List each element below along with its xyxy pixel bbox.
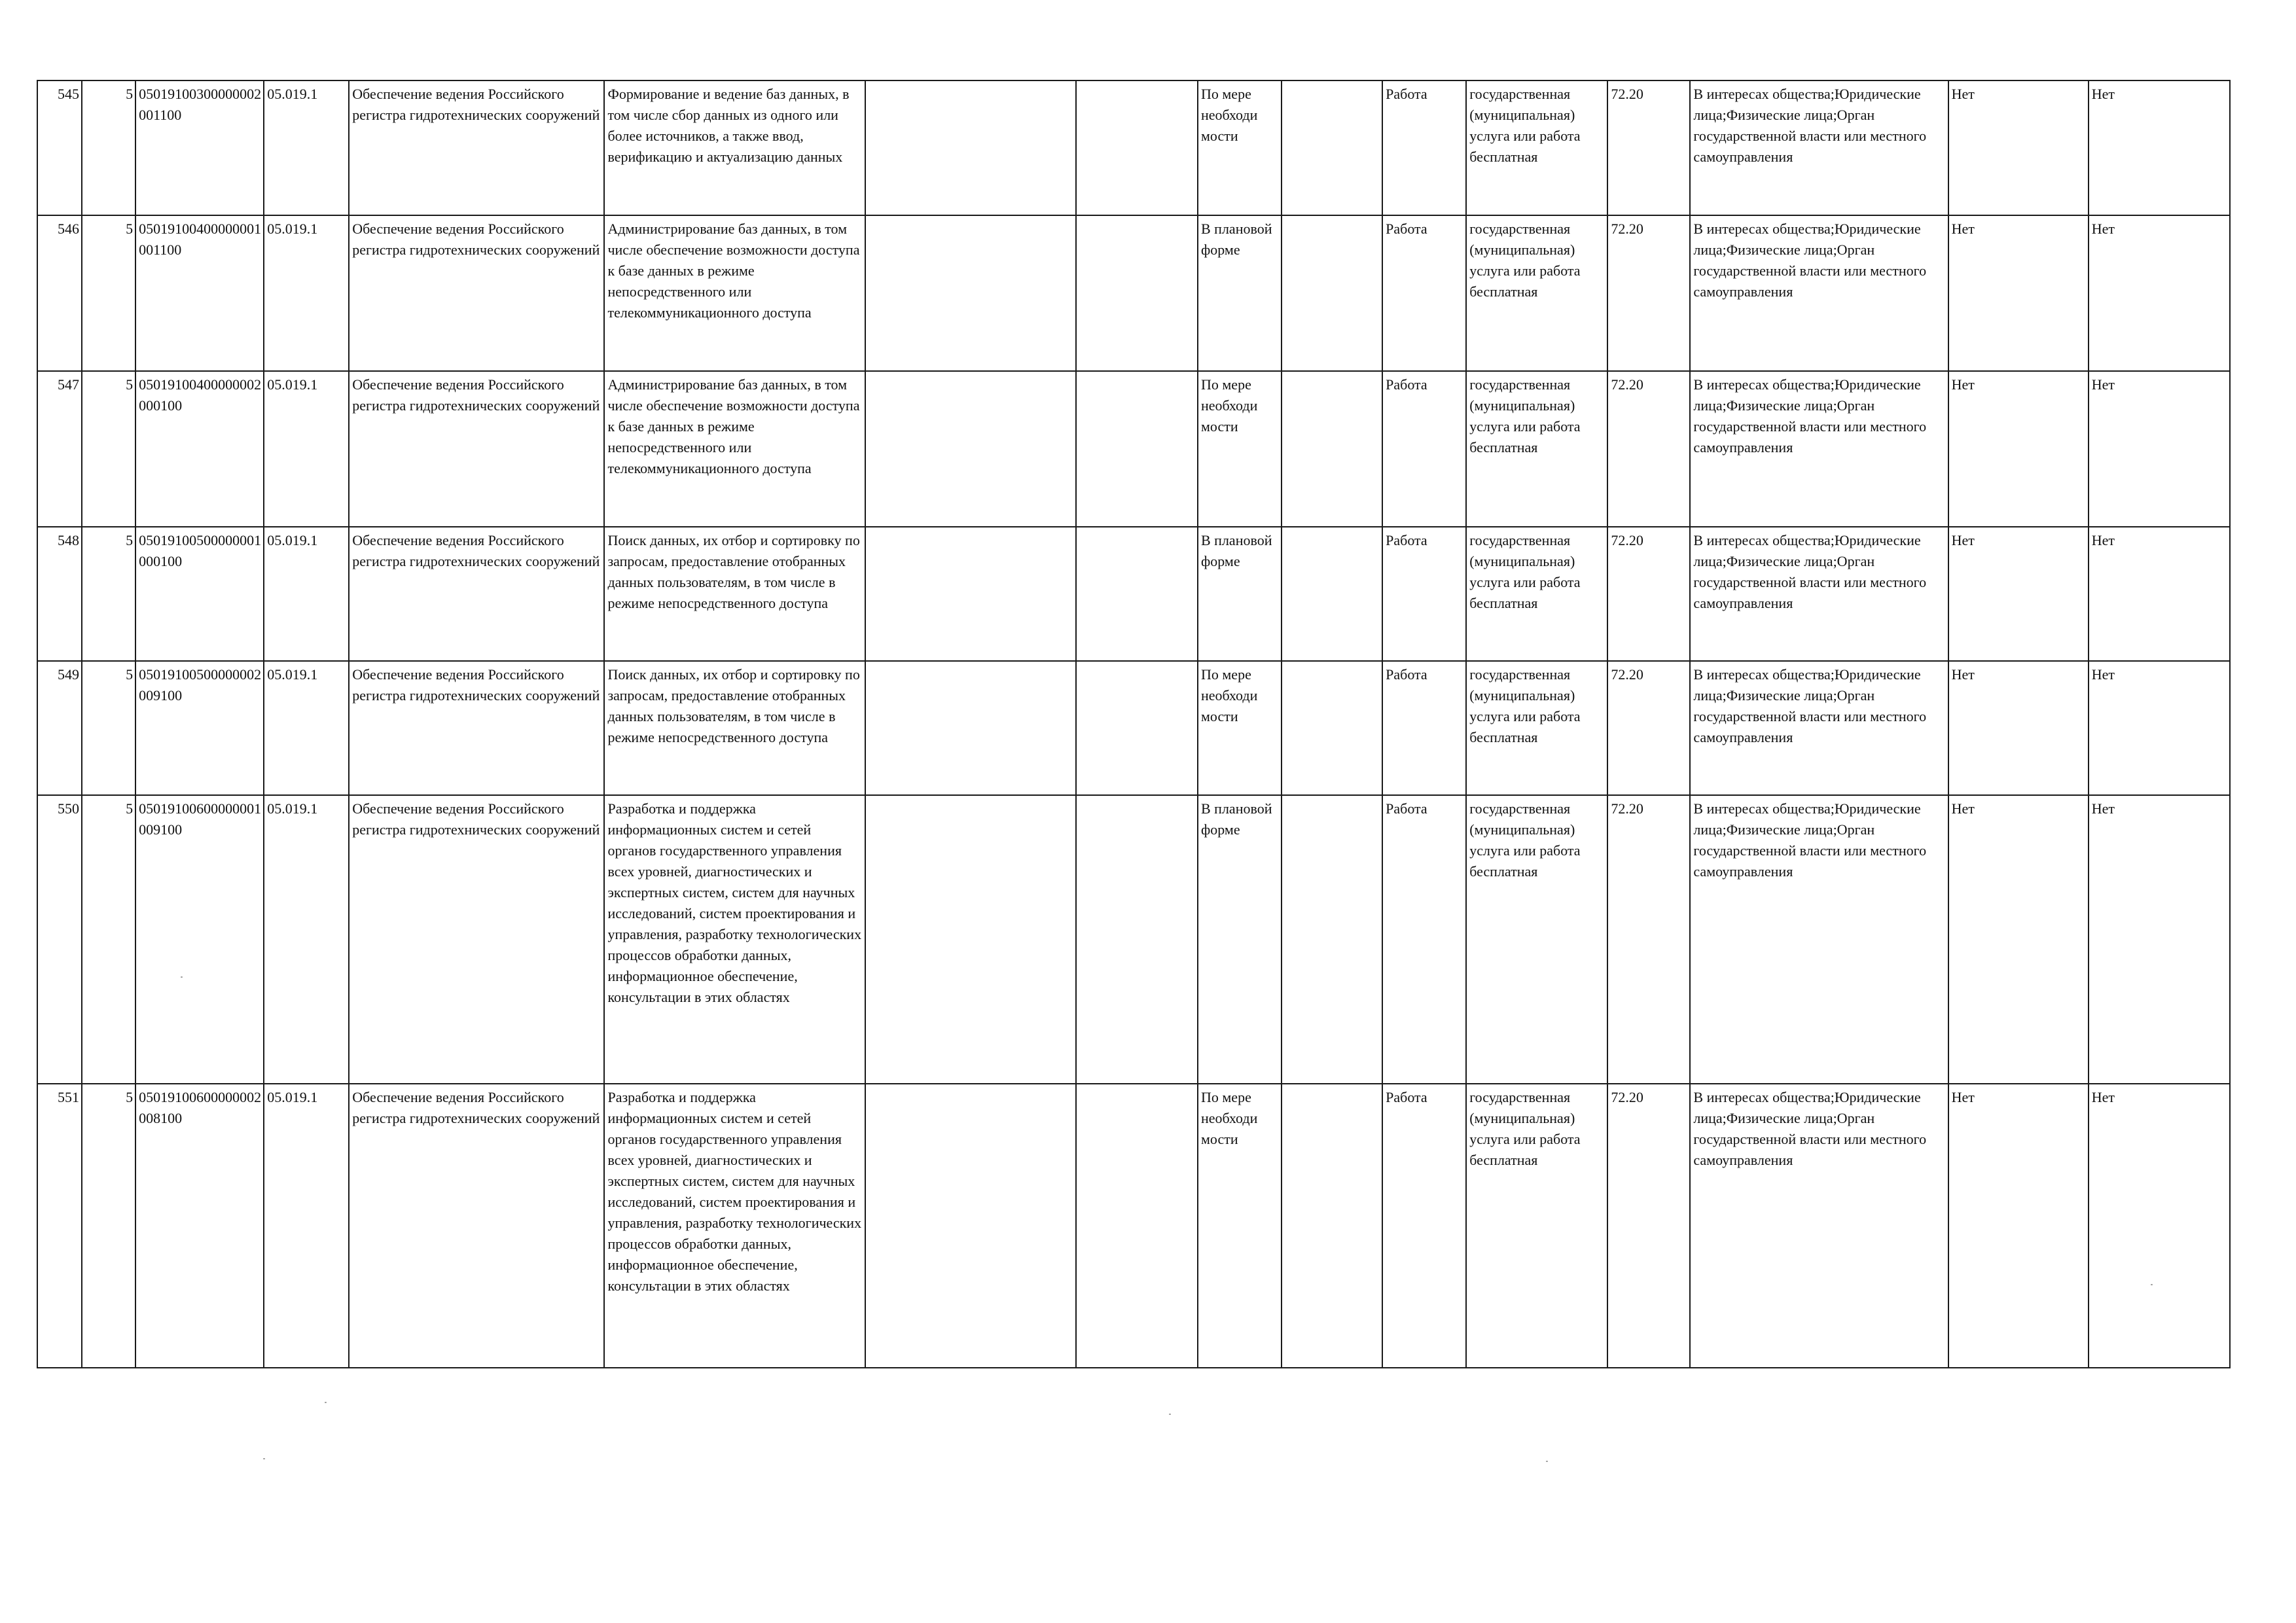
empty-cell — [1076, 527, 1198, 661]
service-content-cell: Формирование и ведение баз данных, в том числе сбор данных из одного или более источников, а также ввод, верификацию и актуализацию данных — [604, 80, 865, 215]
flag-cell: Нет — [2089, 80, 2230, 215]
service-content-cell: Разработка и поддержка информационных систем и сетей органов государственного управления всех уровней, диагностических и экспертных систем, систем для научных исследований, систем проектирования и управления, разработку технологических процессов обработки данных, информационное обеспечение, консультации в этих областях — [604, 795, 865, 1084]
type-cell: Работа — [1382, 371, 1466, 527]
flag-cell: Нет — [1948, 371, 2089, 527]
consumers-cell: В интересах общества;Юридические лица;Физические лица;Орган государственной власти или местного самоуправления — [1690, 371, 1948, 527]
service-kind-cell: государственная (муниципальная) услуга или работа бесплатная — [1466, 527, 1607, 661]
registry-code-cell: 05019100300000002001100 — [135, 80, 264, 215]
row-number-cell: 547 — [37, 371, 82, 527]
flag-cell: Нет — [1948, 527, 2089, 661]
okved-cell: 72.20 — [1607, 661, 1690, 795]
flag-cell: Нет — [2089, 661, 2230, 795]
type-cell: Работа — [1382, 661, 1466, 795]
service-kind-cell: государственная (муниципальная) услуга или работа бесплатная — [1466, 661, 1607, 795]
empty-cell — [1076, 1084, 1198, 1368]
form-cell: По мере необходи мости — [1198, 80, 1282, 215]
service-name-cell: Обеспечение ведения Российского регистра гидротехнических сооружений — [349, 1084, 604, 1368]
row-sub-number-cell: 5 — [82, 80, 135, 215]
table-row — [37, 661, 2230, 795]
okved-cell: 72.20 — [1607, 371, 1690, 527]
row-sub-number-cell: 5 — [82, 527, 135, 661]
okved-code-cell: 05.019.1 — [264, 371, 349, 527]
registry-code-cell: 05019100400000001001100 — [135, 215, 264, 371]
service-name-cell: Обеспечение ведения Российского регистра гидротехнических сооружений — [349, 661, 604, 795]
empty-cell — [865, 371, 1076, 527]
row-number-cell: 546 — [37, 215, 82, 371]
row-number-cell: 549 — [37, 661, 82, 795]
consumers-cell: В интересах общества;Юридические лица;Физические лица;Орган государственной власти или местного самоуправления — [1690, 795, 1948, 1084]
flag-cell: Нет — [1948, 795, 2089, 1084]
empty-cell — [1076, 795, 1198, 1084]
okved-code-cell: 05.019.1 — [264, 795, 349, 1084]
service-kind-cell: государственная (муниципальная) услуга или работа бесплатная — [1466, 1084, 1607, 1368]
okved-code-cell: 05.019.1 — [264, 215, 349, 371]
empty-cell — [1282, 80, 1382, 215]
type-cell: Работа — [1382, 215, 1466, 371]
empty-cell — [865, 661, 1076, 795]
service-content-cell: Поиск данных, их отбор и сортировку по запросам, предоставление отобранных данных пользователям, в том числе в режиме непосредственного доступа — [604, 661, 865, 795]
empty-cell — [1076, 371, 1198, 527]
okved-code-cell: 05.019.1 — [264, 661, 349, 795]
service-kind-cell: государственная (муниципальная) услуга или работа бесплатная — [1466, 371, 1607, 527]
service-name-cell: Обеспечение ведения Российского регистра гидротехнических сооружений — [349, 795, 604, 1084]
empty-cell — [1282, 1084, 1382, 1368]
service-name-cell: Обеспечение ведения Российского регистра гидротехнических сооружений — [349, 371, 604, 527]
form-cell: По мере необходи мости — [1198, 1084, 1282, 1368]
empty-cell — [1076, 80, 1198, 215]
row-number-cell: 551 — [37, 1084, 82, 1368]
flag-cell: Нет — [1948, 661, 2089, 795]
service-name-cell: Обеспечение ведения Российского регистра гидротехнических сооружений — [349, 527, 604, 661]
service-content-cell: Поиск данных, их отбор и сортировку по запросам, предоставление отобранных данных пользователям, в том числе в режиме непосредственного доступа — [604, 527, 865, 661]
okved-cell: 72.20 — [1607, 215, 1690, 371]
flag-cell: Нет — [2089, 795, 2230, 1084]
okved-code-cell: 05.019.1 — [264, 527, 349, 661]
scan-speck — [181, 976, 183, 978]
scan-speck — [325, 1402, 327, 1403]
consumers-cell: В интересах общества;Юридические лица;Физические лица;Орган государственной власти или местного самоуправления — [1690, 527, 1948, 661]
consumers-cell: В интересах общества;Юридические лица;Физические лица;Орган государственной власти или местного самоуправления — [1690, 80, 1948, 215]
row-sub-number-cell: 5 — [82, 1084, 135, 1368]
row-number-cell: 545 — [37, 80, 82, 215]
service-kind-cell: государственная (муниципальная) услуга или работа бесплатная — [1466, 80, 1607, 215]
form-cell: По мере необходи мости — [1198, 371, 1282, 527]
flag-cell: Нет — [2089, 371, 2230, 527]
registry-code-cell: 05019100500000001000100 — [135, 527, 264, 661]
registry-table — [37, 80, 2231, 1368]
form-cell: В плановой форме — [1198, 527, 1282, 661]
service-kind-cell: государственная (муниципальная) услуга или работа бесплатная — [1466, 795, 1607, 1084]
table-row — [37, 795, 2230, 1084]
row-sub-number-cell: 5 — [82, 371, 135, 527]
table-row — [37, 80, 2230, 215]
flag-cell: Нет — [1948, 215, 2089, 371]
form-cell: В плановой форме — [1198, 795, 1282, 1084]
type-cell: Работа — [1382, 527, 1466, 661]
form-cell: По мере необходи мости — [1198, 661, 1282, 795]
type-cell: Работа — [1382, 1084, 1466, 1368]
consumers-cell: В интересах общества;Юридические лица;Физические лица;Орган государственной власти или местного самоуправления — [1690, 215, 1948, 371]
okved-code-cell: 05.019.1 — [264, 80, 349, 215]
empty-cell — [865, 80, 1076, 215]
registry-code-cell: 05019100500000002009100 — [135, 661, 264, 795]
okved-cell: 72.20 — [1607, 80, 1690, 215]
type-cell: Работа — [1382, 80, 1466, 215]
row-number-cell: 550 — [37, 795, 82, 1084]
scan-speck — [263, 1458, 265, 1459]
service-name-cell: Обеспечение ведения Российского регистра гидротехнических сооружений — [349, 80, 604, 215]
okved-cell: 72.20 — [1607, 795, 1690, 1084]
empty-cell — [865, 1084, 1076, 1368]
form-cell: В плановой форме — [1198, 215, 1282, 371]
scan-speck — [1169, 1414, 1171, 1415]
empty-cell — [1076, 661, 1198, 795]
scan-speck — [1546, 1461, 1548, 1462]
flag-cell: Нет — [2089, 215, 2230, 371]
table-row — [37, 371, 2230, 527]
type-cell: Работа — [1382, 795, 1466, 1084]
flag-cell: Нет — [1948, 1084, 2089, 1368]
flag-cell: Нет — [2089, 527, 2230, 661]
service-content-cell: Администрирование баз данных, в том числе обеспечение возможности доступа к базе данных в режиме непосредственного или телекоммуникационного доступа — [604, 215, 865, 371]
row-sub-number-cell: 5 — [82, 795, 135, 1084]
empty-cell — [1282, 371, 1382, 527]
table-row — [37, 215, 2230, 371]
consumers-cell: В интересах общества;Юридические лица;Физические лица;Орган государственной власти или местного самоуправления — [1690, 1084, 1948, 1368]
okved-code-cell: 05.019.1 — [264, 1084, 349, 1368]
scan-speck — [2151, 1284, 2153, 1285]
flag-cell: Нет — [2089, 1084, 2230, 1368]
row-sub-number-cell: 5 — [82, 661, 135, 795]
service-content-cell: Разработка и поддержка информационных систем и сетей органов государственного управления всех уровней, диагностических и экспертных систем, систем для научных исследований, систем проектирования и управления, разработку технологических процессов обработки данных, информационное обеспечение, консультации в этих областях — [604, 1084, 865, 1368]
empty-cell — [865, 215, 1076, 371]
empty-cell — [1076, 215, 1198, 371]
row-number-cell: 548 — [37, 527, 82, 661]
empty-cell — [1282, 527, 1382, 661]
registry-code-cell: 05019100400000002000100 — [135, 371, 264, 527]
service-name-cell: Обеспечение ведения Российского регистра гидротехнических сооружений — [349, 215, 604, 371]
row-sub-number-cell: 5 — [82, 215, 135, 371]
table-row — [37, 527, 2230, 661]
empty-cell — [1282, 795, 1382, 1084]
registry-code-cell: 05019100600000002008100 — [135, 1084, 264, 1368]
service-content-cell: Администрирование баз данных, в том числе обеспечение возможности доступа к базе данных в режиме непосредственного или телекоммуникационного доступа — [604, 371, 865, 527]
empty-cell — [865, 527, 1076, 661]
table-row — [37, 1084, 2230, 1368]
okved-cell: 72.20 — [1607, 1084, 1690, 1368]
registry-code-cell: 05019100600000001009100 — [135, 795, 264, 1084]
empty-cell — [865, 795, 1076, 1084]
okved-cell: 72.20 — [1607, 527, 1690, 661]
consumers-cell: В интересах общества;Юридические лица;Физические лица;Орган государственной власти или местного самоуправления — [1690, 661, 1948, 795]
empty-cell — [1282, 661, 1382, 795]
service-kind-cell: государственная (муниципальная) услуга или работа бесплатная — [1466, 215, 1607, 371]
empty-cell — [1282, 215, 1382, 371]
flag-cell: Нет — [1948, 80, 2089, 215]
